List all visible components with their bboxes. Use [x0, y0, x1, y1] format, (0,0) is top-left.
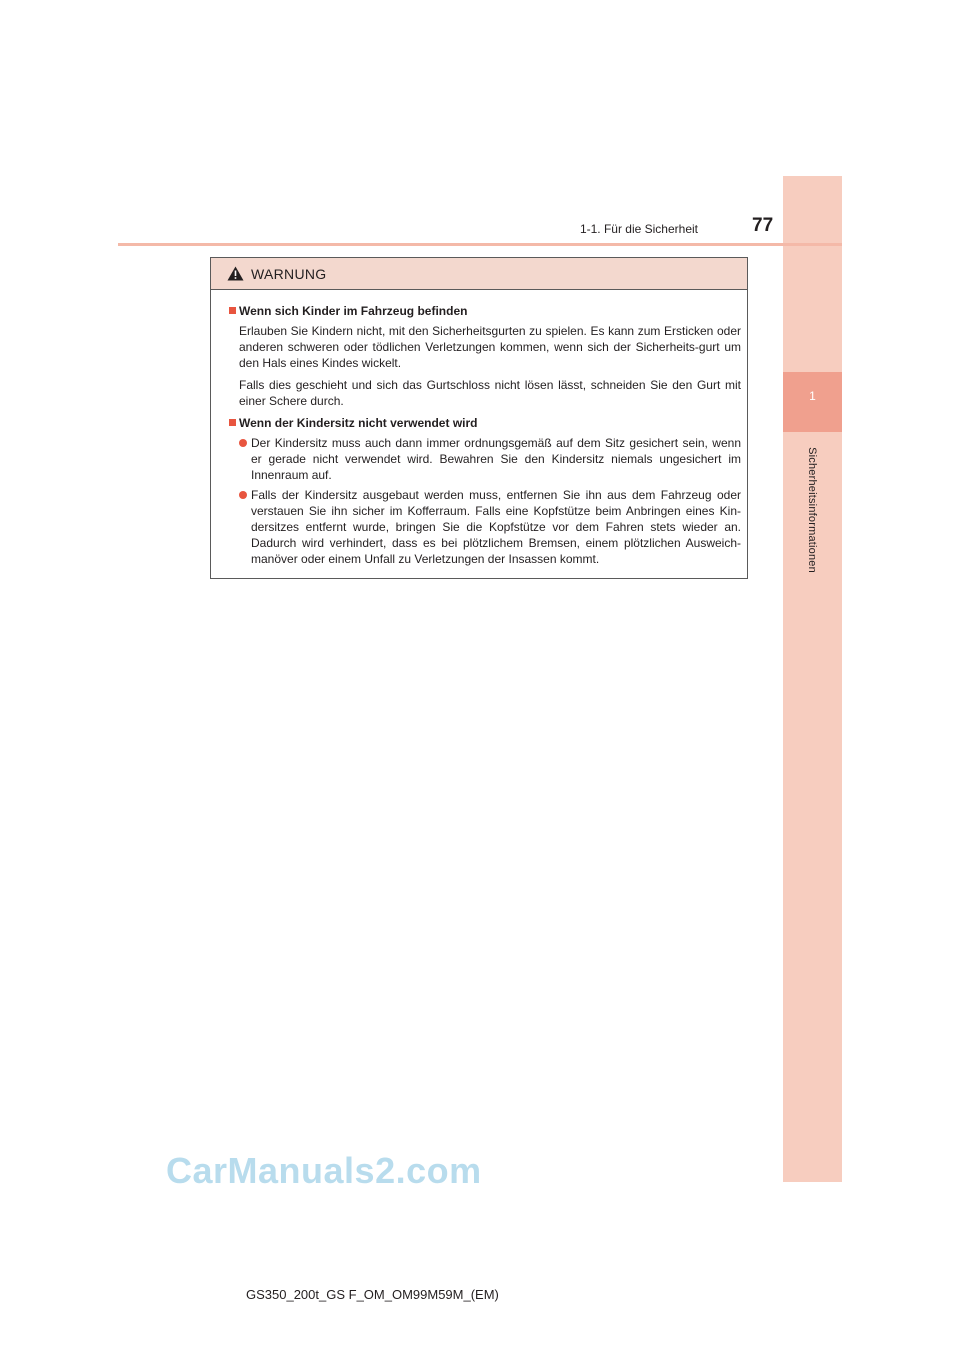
section-heading-text: Wenn der Kindersitz nicht verwendet wird: [239, 416, 478, 430]
header-divider: [118, 243, 842, 246]
list-item: [229, 435, 741, 483]
warning-body: [211, 290, 747, 567]
square-bullet-icon: [229, 419, 236, 426]
round-bullet-icon: [239, 491, 247, 499]
paragraph: Falls dies geschieht und sich das Gurtschloss nicht lösen lässt, schneiden Sie den Gurt mit einer Schere durch.: [239, 378, 741, 408]
list-item: [229, 487, 741, 567]
section-heading-text: Wenn sich Kinder im Fahrzeug befinden: [239, 304, 468, 318]
warning-triangle-icon: [227, 266, 244, 281]
warning-title: WARNUNG: [251, 265, 327, 282]
chapter-side-tab: [783, 176, 842, 1182]
square-bullet-icon: [229, 307, 236, 314]
section-heading: [229, 415, 741, 431]
watermark: CarManuals2.com: [166, 1150, 482, 1191]
section-title: 1-1. Für die Sicherheit: [579, 222, 698, 236]
warning-box: [210, 257, 748, 579]
section-heading: [229, 303, 741, 319]
chapter-number: 1: [809, 389, 816, 403]
list-item-text: Der Kindersitz muss auch dann immer ordnungsgemäß auf dem Sitz gesichert sein, wenn er gerade nicht verwendet wird. Bewahren Sie den Kindersitz niemals ungesichert im Innenraum auf.: [251, 436, 741, 482]
warning-header: [211, 258, 747, 290]
paragraph: Erlauben Sie Kindern nicht, mit den Sicherheitsgurten zu spielen. Es kann zum Ersticken oder anderen schweren oder tödlichen Verletzungen kommen, wenn sich der Sicherheits-gurt um den Hals eines Kindes wickelt.: [239, 324, 741, 370]
page-number: 77: [752, 215, 774, 236]
round-bullet-icon: [239, 439, 247, 447]
chapter-label: Sicherheitsinformationen: [806, 447, 818, 573]
footer-doc-code: GS350_200t_GS F_OM_OM99M59M_(EM): [246, 1287, 499, 1302]
list-item-text: Falls der Kindersitz ausgebaut werden muss, entfernen Sie ihn aus dem Fahrzeug oder verstauen Sie ihn sicher im Kofferraum. Falls eine Kopfstütze beim Anbringen eines Kin-dersitzes entfernt wurde, bringen Sie die Kopfstütze vor dem Fahren stets wieder an. Dadurch wird verhindert, dass es bei plötzlichem Bremsen, einem plötzlichen Ausweich-manöver oder einem Unfall zu Verletzungen der Insassen kommt.: [251, 488, 741, 566]
